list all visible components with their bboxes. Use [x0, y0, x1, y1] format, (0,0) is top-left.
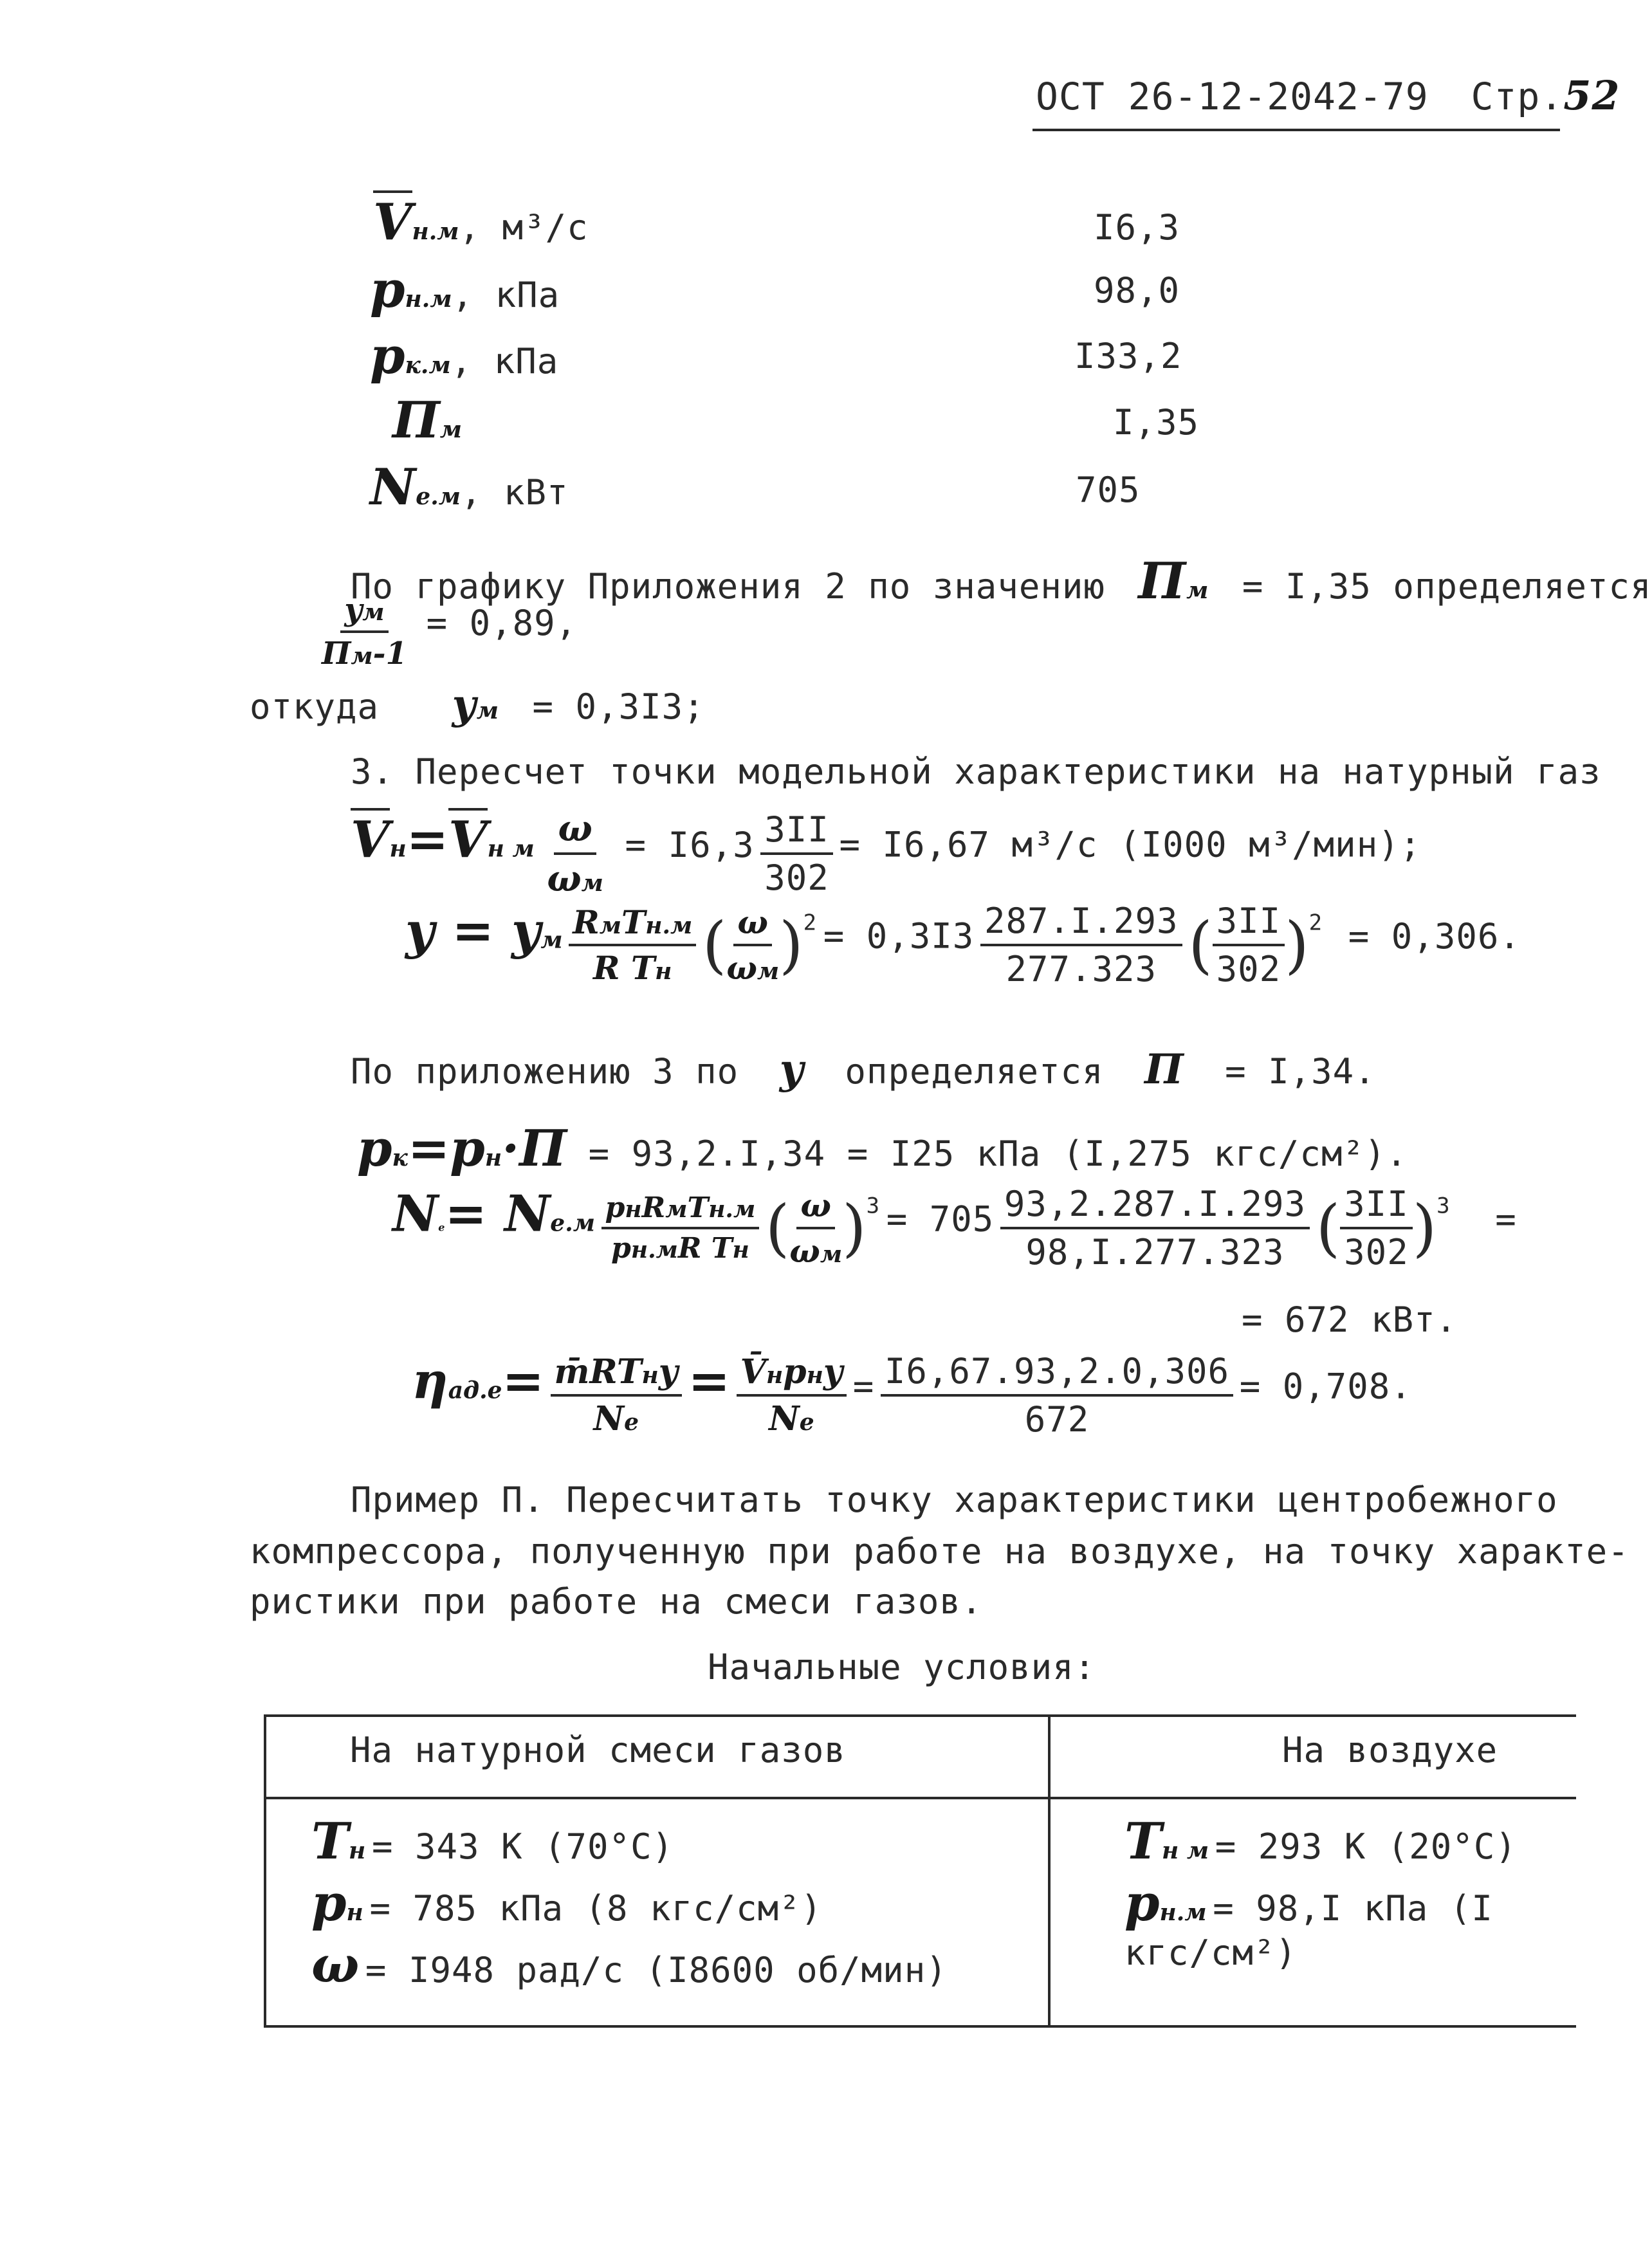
ratio-formula — [322, 592, 577, 672]
param-row: pк.м, кПа — [370, 327, 559, 385]
ratio-value: = 0,89, — [426, 602, 578, 643]
param-value: I33,2 — [1074, 336, 1182, 376]
param-symbol: П — [392, 391, 440, 450]
step-3-heading: 3. Пересчет точки модельной характеристики на натурный газ — [351, 751, 1601, 792]
air-conditions — [1049, 1798, 1576, 2026]
condition-line: pн.м = 98,I кПа (I кгс/см²) — [1124, 1874, 1493, 1973]
param-unit: кВт — [504, 472, 569, 513]
pk-formula: pк=pн·П = 93,2.I,34 = I25 кПа (I,275 кгс/см²). — [357, 1119, 1408, 1178]
condition-line: Tн м = 293 К (20°С) — [1124, 1812, 1517, 1871]
param-row: Nе.м, кВт — [370, 458, 569, 517]
ratio-fraction: $\frac{yм}{Пм-1}$ — [322, 592, 407, 672]
param-unit: кПа — [493, 341, 559, 381]
ne-formula: Ne= Nе.м $\frac{\text{pнRмTн.м}}{\text{pн.мR Tн}}$ ( $\frac{\omega}{\omega м}$ )3 = 705 $\frac{93,2.287.I.293}{98,I.277.323}$ ( $\frac{3II}{302}$ )3 = — [392, 1184, 1517, 1272]
param-row: pн.м, кПа — [370, 261, 560, 319]
param-symbol: V — [373, 190, 412, 252]
param-row: Vн.м, м³/с — [373, 193, 589, 252]
natural-gas-conditions — [265, 1798, 1049, 2026]
param-value: I,35 — [1113, 402, 1200, 443]
ne-result: = 672 кВт. — [1242, 1299, 1458, 1340]
param-unit: кПа — [495, 275, 560, 315]
header-rule — [1032, 129, 1560, 131]
param-row — [392, 391, 462, 450]
example-2-line-3: ристики при работе на смеси газов. — [250, 1581, 983, 1622]
page-number: 52 — [1563, 72, 1620, 119]
table-row — [265, 1798, 1576, 2026]
table-header-row — [265, 1716, 1576, 1798]
param-symbol: N — [370, 458, 416, 517]
conditions-table — [264, 1714, 1576, 2028]
example-2-line-1: Пример П. Пересчитать точку характеристики центробежного — [351, 1480, 1558, 1520]
param-value: 705 — [1076, 470, 1141, 510]
efficiency-formula: ηад.е= $\frac{\text{m̄RTнy}}{Ne}$ = $\frac{\text{V̄нpнy}}{Ne}$ = $\frac{I6,67.93,2.0,306}{672}$ = 0,708. — [412, 1351, 1412, 1440]
whence-line: откуда yм = 0,3I3; — [250, 681, 705, 729]
condition-line: pн = 785 кПа (8 кгс/см²) — [311, 1874, 823, 1932]
pi-symbol: Пм — [1138, 552, 1209, 610]
param-symbol: p — [370, 327, 405, 385]
appendix-3-line: По приложению 3 по y определяется П = I,34. — [351, 1045, 1376, 1094]
condition-line: Tн = 343 К (70°С) — [311, 1812, 674, 1871]
example-2-line-2: компрессора, полученную при работе на воздухе, на точку характе- — [250, 1531, 1629, 1572]
param-subscript: к.м — [405, 352, 451, 379]
initial-conditions-heading: Начальные условия: — [708, 1647, 1096, 1687]
param-subscript: н.м — [405, 286, 452, 313]
param-subscript: е.м — [416, 483, 461, 510]
param-subscript: м — [439, 416, 462, 443]
param-symbol: p — [370, 261, 405, 319]
table-header-air: На воздухе — [1049, 1716, 1576, 1798]
v-fraction: $\frac{3II}{302}$ — [760, 809, 833, 898]
doc-code: ОСТ 26-12-2042-79 — [1036, 75, 1429, 118]
graph-sentence: По графику Приложения 2 по значению Пм = I,35 определяется — [351, 552, 1652, 610]
param-value: I6,3 — [1094, 207, 1180, 248]
param-value: 98,0 — [1094, 270, 1180, 311]
table-header-natural: На натурной смеси газов — [265, 1716, 1049, 1798]
y-formula: y = yм $\frac{\text{RмTн.м}}{\text{R Tн}}$ ( $\frac{\omega}{\omega м}$ )2 = 0,3I3 $\frac{287.I.293}{277.323}$ ( $\frac{3II}{302}$ )2 = 0,306. — [405, 901, 1521, 989]
page-label: Стр. — [1471, 75, 1564, 118]
param-subscript: н.м — [412, 218, 459, 245]
condition-line: ω = I948 рад/с (I8600 об/мин) — [311, 1936, 948, 1994]
param-unit: м³/с — [502, 207, 589, 248]
doc-header — [1036, 72, 1620, 119]
v-formula: Vн=Vн м $\frac{\omega}{\omega м}$ = I6,3 $\frac{3II}{302}$ = I6,67 м³/с (I000 м³/мин); — [351, 807, 1422, 900]
